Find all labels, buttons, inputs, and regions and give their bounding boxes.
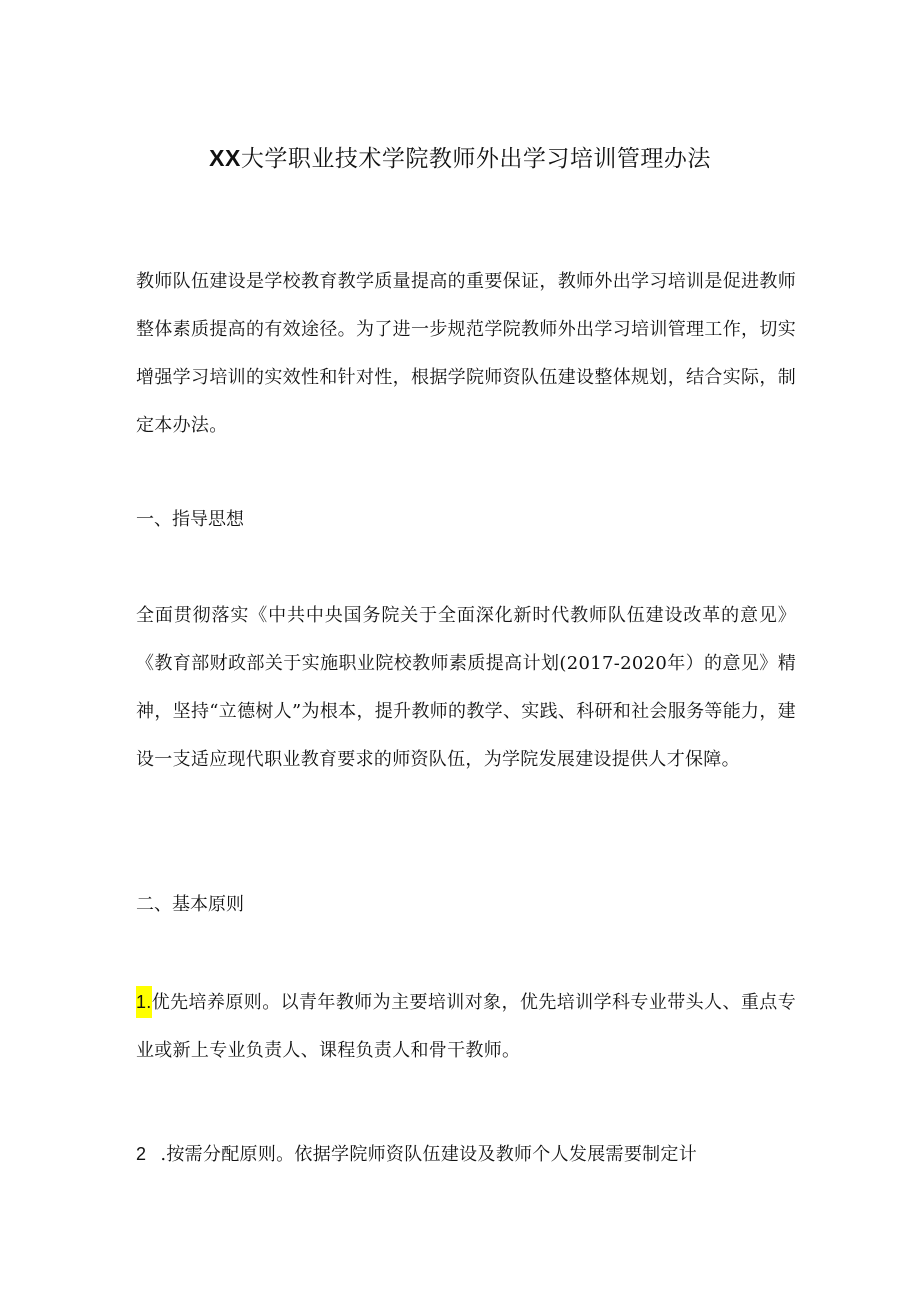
intro-paragraph: 教师队伍建设是学校教育教学质量提高的重要保证，教师外出学习培训是促进教师整体素质提高的有效途径。为了进一步规范学院教师外出学习培训管理工作，切实增强学习培训的实效性和针对性，根据学院师资队伍建设整体规划，结合实际，制定本办法。 xyxy=(136,271,796,436)
title-text: 大学职业技术学院教师外出学习培训管理办法 xyxy=(240,146,711,172)
section-heading-basic-principles: 二、基本原则 xyxy=(136,894,244,915)
section-heading-guiding-ideology: 一、指导思想 xyxy=(136,509,244,530)
principle-item-1 xyxy=(136,978,796,1075)
document-title xyxy=(0,140,920,177)
item-number-highlighted: 1. xyxy=(136,986,152,1018)
principle-item-2-text: .按需分配原则。依据学院师资队伍建设及教师个人发展需要制定计 xyxy=(160,1144,698,1165)
principle-item-2 xyxy=(136,1130,796,1179)
guiding-ideology-paragraph: 全面贯彻落实《中共中央国务院关于全面深化新时代教师队伍建设改革的意见》《教育部财政部关于实施职业院校教师素质提高计划(2017-2020年）的意见》精神，坚持“立德树人”为根本，提升教师的教学、实践、科研和社会服务等能力，建设一支适应现代职业教育要求的师资队伍，为学院发展建设提供人才保障。 xyxy=(136,605,796,770)
title-prefix: XX xyxy=(209,145,241,171)
principle-item-1-text: 优先培养原则。以青年教师为主要培训对象，优先培训学科专业带头人、重点专业或新上专业负责人、课程负责人和骨干教师。 xyxy=(136,992,796,1061)
item-number: 2 xyxy=(136,1144,147,1164)
